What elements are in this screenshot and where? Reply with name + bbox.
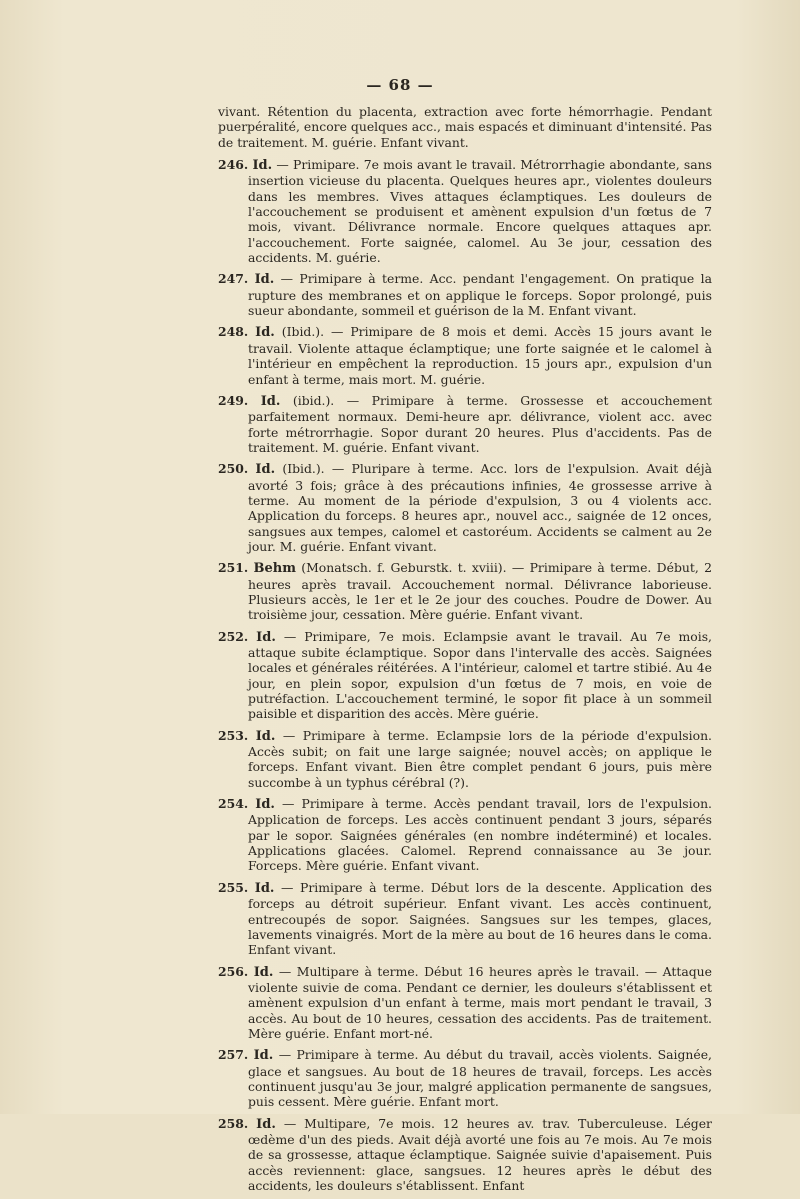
case-source: Id. [252, 158, 273, 174]
case-entry [218, 461, 712, 554]
case-source: Id. [255, 728, 276, 744]
case-number: 256. [218, 963, 249, 979]
case-text: (Ibid.). — Primipare de 8 mois et demi. Accès 15 jours avant le travail. Violente attaque éclamptique; une forte saignée et le calomel à l'intérieur en empêchent la reproduction. 15 jours apr., expulsion d'un enfant à terme, mais mort. M. guérie. [248, 324, 712, 387]
case-entry [218, 1116, 712, 1194]
case-entry [218, 880, 712, 958]
continuation-paragraph: vivant. Rétention du placenta, extraction avec forte hémorrhagie. Pendant puerpéralité, encore quelques acc., mais espacés et diminuant d'intensité. Pas de traitement. M. guérie. Enfant vivant. [218, 104, 712, 150]
case-source: Id. [253, 1048, 274, 1064]
case-entry [218, 157, 712, 265]
case-entry [218, 629, 712, 722]
case-number: 258. [218, 1115, 249, 1131]
case-text: — Primipare à terme. Au début du travail, accès violents. Saignée, glace et sangsues. Au bout de 18 heures de travail, forceps. Les accès continuent jusqu'au 3e jour, malgré application permanente de sangsues, puis cessent. Mère guérie. Enfant mort. [248, 1047, 712, 1110]
case-number: 250. [218, 461, 249, 477]
case-source: Id. [253, 964, 274, 980]
case-text: — Primipare, 7e mois. Eclampsie avant le travail. Au 7e mois, attaque subite éclamptique. Sopor dans l'intervalle des accès. Saignées locales et générales réitérées. A l'intérieur, calomel et tartre stibié. Au 4e jour, en plein sopor, expulsion d'un fœtus de 7 mois, en voie de putréfaction. L'accouchement terminé, le sopor fit place à un sommeil paisible et disparition des accès. Mère guérie. [248, 628, 712, 722]
case-number: 254. [218, 796, 249, 812]
page-number: — 68 — [366, 76, 434, 94]
case-number: 249. [218, 392, 249, 408]
case-entry [218, 964, 712, 1042]
case-source: Id. [254, 272, 275, 288]
case-source: Id. [256, 629, 276, 645]
case-text: — Primipare à terme. Début lors de la descente. Application des forceps au détroit supérieur. Enfant vivant. Les accès continuent, entrecoupés de sopor. Saignées. Sangsues sur les tempes, glaces, lavements vinaigrés. Mort de la mère au bout de 16 heures dans le coma. Enfant vivant. [248, 879, 712, 958]
case-list [218, 157, 712, 1193]
case-entry [218, 560, 712, 622]
case-source: Id. [255, 797, 275, 813]
case-entry [218, 728, 712, 790]
case-number: 247. [218, 271, 249, 287]
case-text: — Multipare, 7e mois. 12 heures av. trav. Tuberculeuse. Léger œdème d'un des pieds. Avait déjà avorté une fois au 7e mois. Au 7e mois de sa grossesse, attaque éclamptique. Saignée suivie d'apaisement. Puis accès reviennent: glace, sangsues. 12 heures après le début des accidents, les douleurs s'établissent. Enfant [248, 1115, 712, 1193]
case-number: 246. [218, 157, 249, 173]
case-text: — Primipare à terme. Accès pendant travail, lors de l'expulsion. Application de forceps. Les accès continuent pendant 3 jours, séparés par le sopor. Saignées générales (en nombre indéterminé) et locales. Applications glacées. Calomel. Reprend connaissance au 3e jour. Forceps. Mère guérie. Enfant vivant. [248, 796, 712, 874]
case-entry [218, 324, 712, 386]
case-text: — Primipare à terme. Acc. pendant l'engagement. On pratique la rupture des membranes et on applique le forceps. Sopor prolongé, puis sueur abondante, sommeil et guérison de la M. Enfant vivant. [248, 271, 712, 319]
case-number: 255. [218, 879, 249, 895]
case-source: Id. [255, 325, 275, 341]
case-text: (ibid.). — Primipare à terme. Grossesse et accouchement parfaitement normaux. Demi-heure apr. délivrance, violent acc. avec forte métrorrhagie. Sopor durant 20 heures. Plus d'accidents. Pas de traitement. M. guérie. Enfant vivant. [248, 392, 712, 455]
case-entry [218, 271, 712, 318]
case-number: 257. [218, 1047, 249, 1063]
case-source: Id. [255, 462, 276, 478]
case-number: 248. [218, 324, 249, 340]
case-source: Id. [260, 393, 281, 409]
case-text: (Monatsch. f. Geburstk. t. xviii). — Primipare à terme. Début, 2 heures après travail. Accouchement normal. Délivrance laborieuse. Plusieurs accès, le 1er et le 2e jour des couches. Poudre de Dower. Au troisième jour, cessation. Mère guérie. Enfant vivant. [248, 560, 712, 623]
case-source: Id. [256, 1116, 276, 1132]
case-entry [218, 393, 712, 455]
case-text: — Primipare à terme. Eclampsie lors de la période d'expulsion. Accès subit; on fait une large saignée; nouvel accès; on applique le forceps. Enfant vivant. Bien être complet pendant 6 jours, puis mère succombe à un typhus cérébral (?). [248, 727, 712, 790]
case-source: Behm [253, 561, 296, 577]
case-number: 252. [218, 628, 249, 644]
case-number: 253. [218, 727, 249, 743]
case-entry [218, 796, 712, 874]
case-text: (Ibid.). — Pluripare à terme. Acc. lors de l'expulsion. Avait déjà avorté 3 fois; grâce à des précautions infinies, 4e grossesse arrive à terme. Au moment de la période d'expulsion, 3 ou 4 violents acc. Application du forceps. 8 heures apr., nouvel acc., saignée de 12 onces, sangsues aux tempes, calomel et castoréum. Accidents se calment au 2e jour. M. guérie. Enfant vivant. [248, 461, 712, 554]
case-text: — Multipare à terme. Début 16 heures après le travail. — Attaque violente suivie de coma. Pendant ce dernier, les douleurs s'établissent et amènent expulsion d'un enfant à terme, mais mort pendant le travail, 3 accès. Au bout de 10 heures, cessation des accidents. Pas de traitement. Mère guérie. Enfant mort-né. [248, 963, 712, 1041]
case-entry [218, 1047, 712, 1109]
case-text: — Primipare. 7e mois avant le travail. Métrorrhagie abondante, sans insertion vicieuse du placenta. Quelques heures apr., violentes douleurs dans les membres. Vives attaques éclamptiques. Les douleurs de l'accouchement se produisent et amènent expulsion d'un fœtus de 7 mois, vivant. Délivrance normale. Encore quelques attaques apr. l'accouchement. Forte saignée, calomel. Au 3e jour, cessation des accidents. M. guérie. [248, 157, 712, 266]
page-body [218, 104, 712, 1199]
case-number: 251. [218, 560, 249, 576]
case-source: Id. [254, 880, 275, 896]
